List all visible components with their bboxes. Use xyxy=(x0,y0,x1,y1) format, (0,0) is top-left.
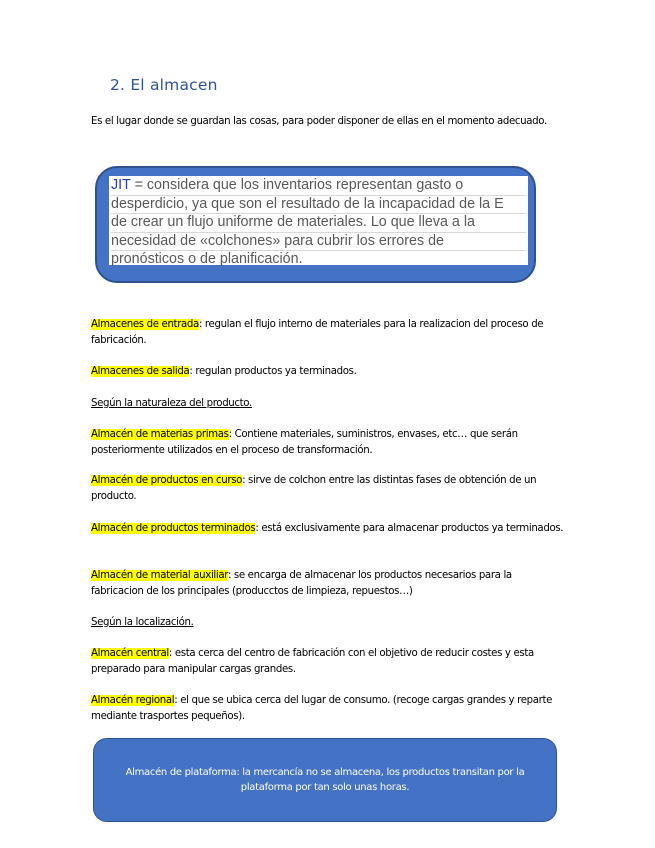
item-term: Almacén regional xyxy=(91,695,175,706)
jit-callout-box xyxy=(95,166,536,283)
item-materias-primas xyxy=(91,427,566,459)
item-term: Almacenes de entrada xyxy=(91,319,199,330)
item-material-auxiliar xyxy=(91,568,566,600)
item-text: : el que se ubica cerca del lugar de consumo. (recoge cargas grandes y reparte mediante trasportes pequeños). xyxy=(91,695,553,722)
jit-line-1: JIT = considera que los inventarios representan gasto o xyxy=(111,177,526,196)
jit-line-4: necesidad de «colchones» para cubrir los errores de xyxy=(111,233,526,252)
item-text: : esta cerca del centro de fabricación con el objetivo de reducir costes y esta preparado para manipular cargas grandes. xyxy=(91,648,534,675)
intro-paragraph: Es el lugar donde se guardan las cosas, para poder disponer de ellas en el momento adecuado. xyxy=(91,116,547,127)
item-term: Almacén de productos en curso xyxy=(91,475,243,486)
item-almacenes-entrada xyxy=(91,317,566,349)
item-text: : está exclusivamente para almacenar productos ya terminados. xyxy=(255,523,564,534)
subsection-localizacion: Según la localización. xyxy=(91,617,194,628)
jit-line-3: de crear un flujo uniforme de materiales. Lo que lleva a la xyxy=(111,214,526,233)
item-term: Almacén de productos terminados xyxy=(91,523,256,534)
item-text: : regulan productos ya terminados. xyxy=(189,366,357,377)
item-text: : Contiene materiales, suministros, envases, etc… que serán posteriormente utilizados en el proceso de transformación. xyxy=(91,429,518,456)
item-almacen-central xyxy=(91,646,566,678)
item-productos-en-curso xyxy=(91,473,566,505)
item-term: Almacén central xyxy=(91,648,169,659)
item-text: : regulan el flujo interno de materiales para la realizacion del proceso de fabricación. xyxy=(91,319,544,346)
jit-term: JIT xyxy=(111,177,131,193)
item-productos-terminados xyxy=(91,521,566,537)
item-term: Almacén de material auxiliar xyxy=(91,570,228,581)
plataforma-text: Almacén de plataforma: la mercancía no se almacena, los productos transitan por la plataforma por tan solo unas horas. xyxy=(125,767,525,793)
item-almacen-regional xyxy=(91,693,566,725)
plataforma-callout-box xyxy=(93,738,557,822)
jit-line-5: pronósticos o de planificación. xyxy=(111,251,303,268)
item-text: : se encarga de almacenar los productos necesarios para la fabricacion de los principales (producctos de limpieza, repuestos…) xyxy=(91,570,512,597)
jit-line-2: desperdicio, ya que son el resultado de la incapacidad de la E xyxy=(111,196,526,215)
item-term: Almacenes de salida xyxy=(91,366,190,377)
item-term: Almacén de materias primas xyxy=(91,429,229,440)
subsection-naturaleza: Según la naturaleza del producto. xyxy=(91,398,252,409)
section-heading: 2. El almacen xyxy=(110,76,218,94)
item-text: : sirve de colchon entre las distintas fases de obtención de un producto. xyxy=(91,475,537,502)
item-almacenes-salida xyxy=(91,364,566,380)
jit-text-frame xyxy=(109,176,528,268)
